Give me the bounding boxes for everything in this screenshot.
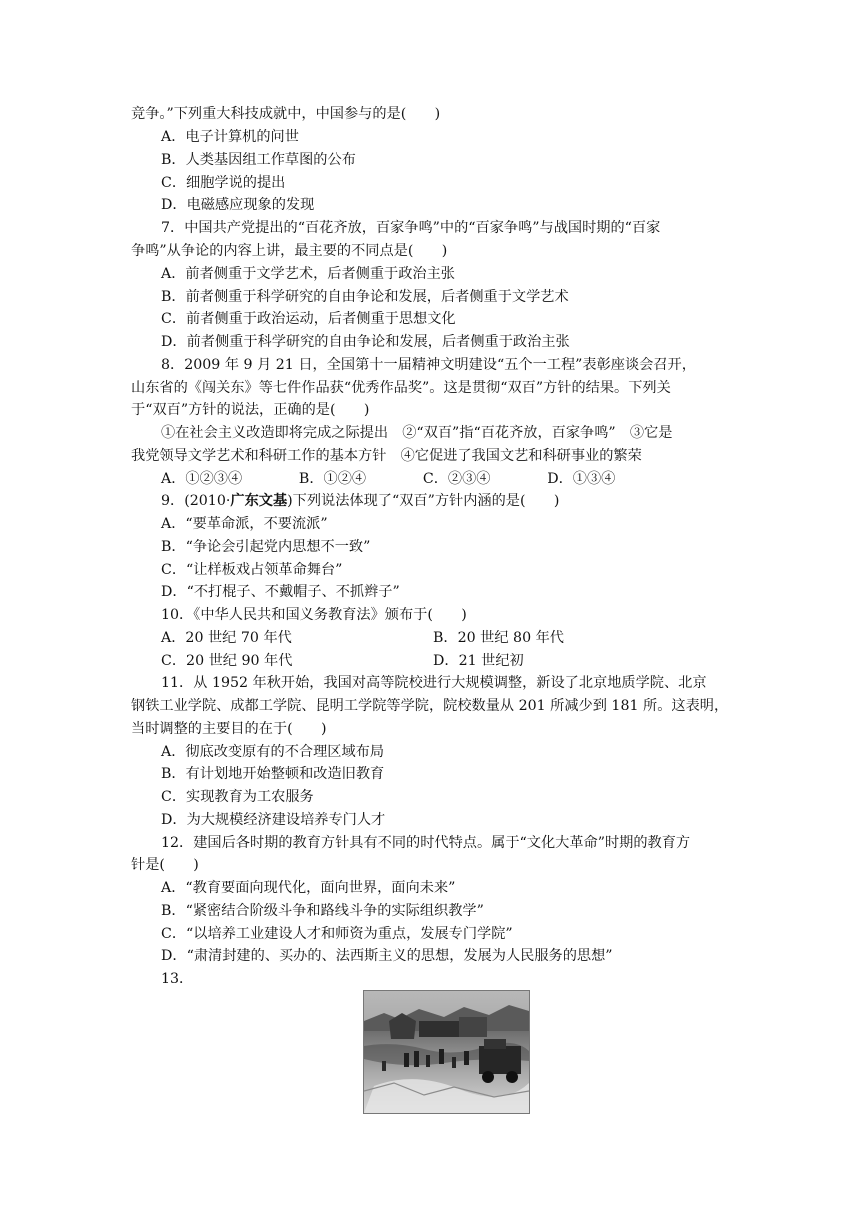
q11-stem-line3: 当时调整的主要目的在于( ) xyxy=(131,721,327,737)
q9-option-b: B．“争论会引起党内思想不一致” xyxy=(161,539,371,555)
q12-stem-line1: 12．建国后各时期的教育方针具有不同的时代特点。属于“文化大革命”时期的教育方 xyxy=(161,835,691,851)
q6-option-c: C．细胞学说的提出 xyxy=(161,175,286,191)
q9-option-a: A．“要革命派，不要流派” xyxy=(161,516,328,532)
q11-option-b: B．有计划地开始整顿和改造旧教育 xyxy=(161,766,385,782)
q13-historical-photo xyxy=(363,990,530,1114)
q12-option-a: A．“教育要面向现代化，面向世界，面向未来” xyxy=(161,880,456,896)
q10-option-d: D．21 世纪初 xyxy=(433,653,524,669)
q11-option-a: A．彻底改变原有的不合理区域布局 xyxy=(161,744,385,760)
q12-stem-line2: 针是( ) xyxy=(131,857,199,873)
q9-number: 9．(2010· xyxy=(161,493,231,509)
q12-option-d: D．“肃清封建的、买办的、法西斯主义的思想，发展为人民服务的思想” xyxy=(161,948,613,964)
q10-option-b: B．20 世纪 80 年代 xyxy=(433,630,564,646)
q10-stem: 10．《中华人民共和国义务教育法》颁布于( ) xyxy=(161,607,467,623)
q6-option-a: A．电子计算机的问世 xyxy=(161,129,299,145)
q8-stem-line1: 8．2009 年 9 月 21 日，全国第十一届精神文明建设“五个一工程”表彰座谈会召开， xyxy=(161,357,696,373)
q9-stem xyxy=(161,492,559,510)
q9-option-d: D．“不打棍子、不戴帽子、不抓辫子” xyxy=(161,584,400,600)
photo-snow-field-vehicles xyxy=(364,991,529,1113)
q8-stem-line3: 于“双百”方针的说法，正确的是( ) xyxy=(131,402,370,418)
q6-option-b: B．人类基因组工作草图的公布 xyxy=(161,152,356,168)
q10-option-a: A．20 世纪 70 年代 xyxy=(161,630,292,646)
q12-option-c: C．“以培养工业建设人才和师资为重点，发展专门学院” xyxy=(161,926,513,942)
q9-option-c: C．“让样板戏占领革命舞台” xyxy=(161,562,343,578)
q7-option-b: B．前者侧重于科学研究的自由争论和发展，后者侧重于文学艺术 xyxy=(161,289,569,305)
q7-option-d: D．前者侧重于科学研究的自由争论和发展，后者侧重于政治主张 xyxy=(161,334,570,350)
q11-stem-line1: 11．从 1952 年秋开始，我国对高等院校进行大规模调整，新设了北京地质学院、北京 xyxy=(161,675,707,691)
q7-stem-line1: 7．中国共产党提出的“百花齐放，百家争鸣”中的“百家争鸣”与战国时期的“百家 xyxy=(161,220,661,236)
q8-statements-line1: ①在社会主义改造即将完成之际提出 ②“双百”指“百花齐放，百家争鸣” ③它是 xyxy=(161,425,673,441)
q11-stem-line2: 钢铁工业学院、成都工学院、昆明工学院等学院，院校数量从 201 所减少到 181 所。这表明， xyxy=(131,698,729,714)
q9-source: 广东文基 xyxy=(230,493,288,509)
q6-stem-end: 竞争。”下列重大科技成就中，中国参与的是( ) xyxy=(131,106,441,122)
q7-stem-line2: 争鸣”从争论的内容上讲，最主要的不同点是( ) xyxy=(131,243,448,259)
q6-option-d: D．电磁感应现象的发现 xyxy=(161,197,315,213)
q13-number: 13． xyxy=(161,971,194,987)
q7-option-c: C．前者侧重于政治运动，后者侧重于思想文化 xyxy=(161,311,456,327)
q12-option-b: B．“紧密结合阶级斗争和路线斗争的实际组织教学” xyxy=(161,903,484,919)
q11-option-c: C．实现教育为工农服务 xyxy=(161,789,314,805)
q10-option-c: C．20 世纪 90 年代 xyxy=(161,653,293,669)
q8-statements-line2: 我党领导文学艺术和科研工作的基本方针 ④它促进了我国文艺和科研事业的繁荣 xyxy=(131,448,642,464)
q8-options: A．①②③④ B．①②④ C．②③④ D．①③④ xyxy=(161,471,616,487)
q11-option-d: D．为大规模经济建设培养专门人才 xyxy=(161,812,386,828)
q8-stem-line2: 山东省的《闯关东》等七件作品获“优秀作品奖”。这是贯彻“双百”方针的结果。下列关 xyxy=(131,380,671,396)
q9-question: )下列说法体现了“双百”方针内涵的是( ) xyxy=(287,493,560,509)
q7-option-a: A．前者侧重于文学艺术，后者侧重于政治主张 xyxy=(161,266,455,282)
